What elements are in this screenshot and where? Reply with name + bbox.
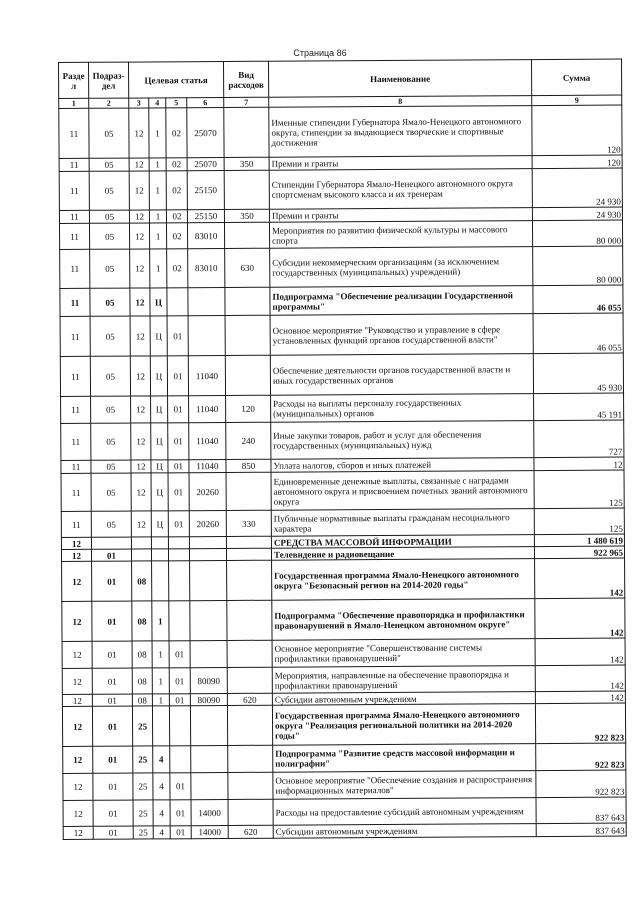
cell-sum: 125 [534, 508, 624, 535]
cell-program: 12 [130, 288, 150, 316]
cell-podrazdel [91, 537, 131, 549]
cell-sum: 45 191 [534, 393, 624, 421]
cell-razdel: 11 [61, 396, 91, 423]
cell-podrazdel: 01 [92, 641, 132, 668]
cell-razdel: 11 [61, 511, 91, 537]
cell-subprogram: 1 [152, 694, 169, 706]
cell-vid-rashodov: 120 [226, 395, 271, 422]
cell-razdel: 12 [62, 706, 92, 746]
cell-subprogram: 4 [153, 800, 170, 826]
cell-sum: 80 000 [532, 220, 622, 247]
cell-podrazdel: 05 [90, 288, 130, 316]
cell-name: Подпрограмма "Обеспечение реализации Государственной программы" [270, 286, 533, 316]
cell-name: Публичные нормативные выплаты гражданам несоциального характера [271, 509, 534, 537]
cell-direction: 80090 [190, 693, 227, 705]
cell-podrazdel: 05 [91, 511, 131, 537]
cell-direction [189, 548, 226, 560]
table-row [61, 508, 624, 537]
cell-sum: 142 [535, 638, 625, 666]
cell-direction: 83010 [188, 248, 225, 287]
header-podrazdel: Подраз- дел [89, 62, 129, 98]
cell-program: 08 [132, 601, 152, 641]
cell-event [169, 561, 190, 601]
cell-program: 12 [129, 171, 149, 210]
cell-direction [190, 560, 227, 600]
cell-vid-rashodov: 630 [225, 248, 270, 287]
cell-direction [190, 705, 227, 745]
cell-event: 02 [166, 108, 187, 158]
table-row [62, 638, 625, 668]
cell-name: Иные закупки товаров, работ и услуг для обеспечения государственных (муниципальных) нужд [271, 421, 534, 460]
table-row [62, 665, 625, 694]
cell-podrazdel: 05 [89, 108, 129, 158]
table-row [62, 558, 625, 601]
cell-program: 08 [132, 694, 152, 706]
cell-name: Телевидение и радиовещание [271, 547, 534, 561]
cell-name: Премии и гранты [269, 208, 532, 223]
cell-direction: 11040 [189, 459, 226, 472]
cell-vid-rashodov [225, 287, 270, 315]
cell-podrazdel: 01 [92, 668, 132, 694]
table-row [61, 470, 624, 511]
cell-sum: 80 000 [533, 246, 623, 286]
table-row [62, 703, 625, 746]
cell-name: Уплата налогов, сборов и иных платежей [271, 458, 534, 473]
cell-event: 01 [167, 316, 188, 356]
cell-subprogram: 1 [149, 171, 166, 210]
cell-subprogram: 4 [153, 826, 170, 839]
cell-event [169, 706, 190, 746]
cell-subprogram: 1 [152, 641, 169, 668]
cell-name: Именные стипендии Губернатора Ямало-Ненецкого автономного округа, стипендии за выдающиеся творческие и спортивные достижения [269, 106, 532, 158]
cell-direction [190, 640, 227, 667]
table-row [61, 420, 624, 460]
cell-vid-rashodov: 850 [226, 459, 271, 472]
cell-name: Стипендии Губернатора Ямало-Ненецкого автономного округа спортсменам высокого класса и их тренерам [269, 169, 532, 210]
cell-podrazdel: 01 [93, 773, 133, 800]
cell-event: 01 [168, 423, 189, 460]
cell-subprogram: Ц [150, 288, 167, 316]
cell-event [168, 537, 189, 549]
cell-vid-rashodov [227, 560, 272, 600]
cell-razdel: 12 [61, 549, 91, 561]
cell-name: Основное мероприятие "Обеспечение создания и распространения информационных материалов" [273, 771, 536, 800]
cell-razdel: 11 [60, 249, 90, 288]
cell-event: 01 [168, 473, 189, 511]
cell-program [131, 537, 151, 549]
cell-subprogram: 1 [150, 249, 167, 288]
table-row [62, 598, 625, 641]
cell-direction [191, 745, 228, 772]
cell-vid-rashodov: 240 [226, 422, 271, 459]
cell-podrazdel: 05 [89, 171, 129, 210]
cell-sum: 120 [532, 105, 622, 156]
cell-event [167, 288, 188, 316]
cell-sum: 142 [535, 691, 625, 704]
header-celevaya-statya: Целевая статья [129, 61, 224, 98]
cell-direction: 11040 [189, 395, 226, 422]
cell-razdel: 12 [63, 800, 93, 826]
cell-program: 25 [133, 773, 153, 800]
cell-razdel: 12 [62, 694, 92, 706]
table-row [59, 168, 622, 210]
cell-program: 12 [129, 210, 149, 223]
cell-subprogram: Ц [151, 423, 168, 460]
cell-podrazdel: 01 [92, 601, 132, 641]
table-row [63, 743, 626, 773]
col-number: 3 [129, 98, 149, 108]
budget-table [58, 59, 627, 840]
cell-direction [190, 600, 227, 640]
cell-podrazdel: 05 [91, 460, 131, 473]
cell-program: 12 [129, 223, 149, 249]
cell-subprogram: Ц [151, 396, 168, 423]
cell-sum: 45 930 [533, 353, 623, 394]
cell-program: 12 [131, 396, 151, 423]
cell-name: Подпрограмма "Обеспечение правопорядка и профилактики правонарушений в Ямало-Ненецком автономном округе" [272, 599, 535, 641]
cell-subprogram: 1 [152, 668, 169, 694]
cell-vid-rashodov: 620 [227, 693, 272, 705]
cell-event: 02 [166, 158, 187, 171]
cell-direction [188, 315, 225, 355]
col-number: 7 [224, 97, 269, 107]
cell-vid-rashodov [228, 745, 273, 772]
cell-direction [188, 287, 225, 315]
cell-program: 12 [130, 249, 150, 288]
cell-vid-rashodov [225, 355, 270, 395]
cell-sum: 837 643 [536, 823, 626, 837]
cell-event [170, 746, 191, 773]
cell-program: 25 [133, 826, 153, 839]
cell-vid-rashodov [226, 536, 271, 548]
cell-sum: 120 [532, 155, 622, 169]
cell-vid-rashodov [226, 472, 271, 510]
cell-name: Государственная программа Ямало-Ненецкого автономного округа "Реализация региональной политики на 2014-2020 годы" [272, 704, 535, 746]
cell-vid-rashodov [225, 315, 270, 355]
cell-direction: 83010 [187, 222, 224, 248]
cell-sum: 837 643 [536, 797, 626, 824]
cell-razdel: 12 [62, 601, 92, 641]
table-row [60, 285, 623, 316]
cell-name: Мероприятия по развитию физической культуры и массового спорта [269, 221, 532, 249]
cell-subprogram: Ц [151, 511, 168, 537]
cell-podrazdel: 05 [89, 223, 129, 249]
cell-name: Подпрограмма "Развитие средств массовой информации и полиграфии" [273, 744, 536, 773]
cell-razdel: 11 [59, 210, 89, 223]
cell-subprogram: Ц [150, 316, 167, 356]
cell-podrazdel: 01 [91, 549, 131, 561]
cell-razdel: 11 [60, 288, 90, 316]
cell-sum: 125 [534, 470, 624, 509]
cell-direction: 80090 [190, 667, 227, 693]
cell-podrazdel: 01 [93, 800, 133, 826]
cell-vid-rashodov [228, 772, 273, 799]
cell-razdel: 12 [62, 668, 92, 694]
cell-razdel: 11 [59, 171, 89, 210]
cell-program: 12 [129, 108, 149, 158]
cell-name: Субсидии автономным учреждениям [272, 692, 535, 706]
cell-subprogram: Ц [151, 460, 168, 473]
col-number: 8 [269, 96, 532, 108]
cell-sum: 922 823 [535, 703, 625, 744]
table-row [59, 220, 622, 249]
cell-program: 08 [132, 641, 152, 668]
cell-name: СРЕДСТВА МАССОВОЙ ИНФОРМАЦИИ [271, 535, 534, 549]
cell-direction: 14000 [191, 799, 228, 825]
cell-program [131, 549, 151, 561]
cell-subprogram: 1 [149, 108, 166, 158]
cell-vid-rashodov [224, 222, 269, 248]
cell-name: Мероприятия, направленные на обеспечение правопорядка и профилактики правонарушений [272, 666, 535, 694]
col-number: 2 [89, 98, 129, 108]
cell-name: Государственная программа Ямало-Ненецкого автономного округа "Безопасный регион на 2014-2020 годы" [272, 559, 535, 601]
cell-direction: 20260 [189, 510, 226, 536]
cell-program: 25 [132, 706, 152, 746]
cell-podrazdel: 05 [89, 210, 129, 223]
cell-program: 12 [131, 473, 151, 511]
table-row [60, 313, 623, 356]
cell-direction: 11040 [189, 422, 226, 459]
col-number: 4 [149, 98, 166, 108]
cell-razdel: 11 [59, 223, 89, 249]
page-number: Страница 86 [293, 48, 347, 58]
cell-subprogram: 4 [153, 746, 170, 773]
cell-sum: 727 [534, 420, 624, 458]
cell-name: Субсидии некоммерческим организациям (за исключением государственных (муниципальных) учреждений) [270, 247, 533, 288]
cell-sum: 12 [534, 457, 624, 471]
cell-program: 12 [131, 423, 151, 460]
cell-subprogram: 1 [152, 601, 169, 641]
cell-subprogram: Ц [151, 473, 168, 511]
budget-table-sheet [58, 59, 626, 840]
cell-podrazdel: 01 [93, 826, 133, 839]
cell-vid-rashodov [228, 799, 273, 825]
cell-vid-rashodov [227, 667, 272, 693]
cell-subprogram: 1 [149, 223, 166, 249]
table-row [63, 823, 626, 839]
cell-podrazdel: 05 [90, 356, 130, 396]
cell-podrazdel: 05 [89, 158, 129, 171]
cell-subprogram: 4 [153, 773, 170, 800]
cell-vid-rashodov [226, 548, 271, 560]
cell-razdel: 12 [62, 561, 92, 601]
cell-direction: 25150 [187, 209, 224, 222]
col-number: 6 [187, 97, 224, 107]
cell-razdel: 11 [60, 356, 90, 396]
cell-program: 25 [133, 800, 153, 826]
cell-event: 02 [166, 223, 187, 249]
cell-razdel: 12 [63, 826, 93, 839]
cell-sum: 46 055 [533, 313, 623, 354]
cell-subprogram: 1 [149, 210, 166, 223]
cell-sum: 24 930 [532, 168, 622, 208]
header-vid-rashodov: Вид расходов [223, 61, 268, 97]
cell-razdel: 11 [60, 316, 90, 356]
table-row [63, 797, 626, 826]
cell-vid-rashodov [224, 170, 269, 209]
cell-name: Основное мероприятие "Руководство и управление в сфере установленных функций органов государственной власти" [270, 314, 533, 356]
header-naimenovanie: Наименование [268, 60, 531, 98]
header-summa: Сумма [531, 59, 621, 96]
cell-event: 01 [169, 694, 190, 706]
cell-program: 08 [132, 561, 152, 601]
cell-event [169, 601, 190, 641]
cell-sum: 24 930 [532, 207, 622, 221]
cell-event: 01 [169, 668, 190, 694]
cell-podrazdel: 01 [92, 561, 132, 601]
cell-event: 01 [168, 460, 189, 473]
cell-event: 01 [167, 356, 188, 396]
table-row [60, 353, 623, 396]
cell-program: 08 [132, 668, 152, 694]
cell-direction: 11040 [188, 355, 225, 395]
table-row [59, 105, 622, 158]
cell-direction: 14000 [191, 825, 228, 838]
cell-name: Расходы на предоставление субсидий автономным учреждениям [273, 798, 536, 826]
cell-razdel: 11 [61, 460, 91, 473]
cell-sum: 46 055 [533, 285, 623, 314]
header-razdel: Разде л [59, 62, 89, 98]
cell-podrazdel: 01 [92, 694, 132, 706]
cell-event: 02 [167, 249, 188, 288]
cell-sum: 142 [535, 665, 625, 692]
cell-razdel: 12 [63, 746, 93, 773]
cell-program: 12 [131, 511, 151, 537]
cell-razdel: 11 [59, 108, 89, 158]
cell-podrazdel: 05 [91, 473, 131, 511]
cell-vid-rashodov: 350 [224, 209, 269, 222]
cell-name: Расходы на выплаты персоналу государственных (муниципальных) органов [271, 394, 534, 423]
cell-razdel: 11 [59, 158, 89, 171]
cell-podrazdel: 05 [91, 423, 131, 460]
cell-razdel: 11 [61, 473, 91, 511]
cell-podrazdel: 05 [90, 316, 130, 356]
cell-event: 01 [169, 641, 190, 668]
cell-sum: 922 823 [536, 770, 626, 798]
cell-podrazdel: 05 [90, 249, 130, 288]
table-row [63, 770, 626, 800]
cell-podrazdel: 01 [93, 746, 133, 773]
cell-name: Субсидии автономным учреждениям [273, 824, 536, 839]
cell-vid-rashodov: 350 [224, 157, 269, 170]
cell-sum: 922 965 [534, 546, 624, 559]
cell-name: Премии и гранты [269, 156, 532, 171]
cell-event: 01 [170, 826, 191, 839]
col-number: 1 [59, 98, 89, 108]
cell-direction: 25150 [187, 170, 224, 209]
cell-razdel: 12 [61, 537, 91, 549]
cell-direction: 20260 [189, 472, 226, 510]
cell-subprogram [151, 537, 168, 549]
cell-direction [189, 536, 226, 548]
cell-name: Обеспечение деятельности органов государственной власти и иных государственных органов [270, 354, 533, 396]
cell-event: 02 [166, 171, 187, 210]
cell-vid-rashodov [227, 705, 272, 745]
cell-podrazdel: 01 [92, 706, 132, 746]
cell-event: 01 [168, 511, 189, 537]
cell-event: 01 [170, 800, 191, 826]
cell-direction: 25070 [187, 157, 224, 170]
cell-program: 25 [133, 746, 153, 773]
col-number: 9 [532, 95, 622, 106]
cell-program: 12 [131, 460, 151, 473]
cell-razdel: 12 [62, 641, 92, 668]
cell-sum: 142 [535, 598, 625, 639]
table-row [60, 246, 623, 288]
cell-vid-rashodov [227, 600, 272, 640]
cell-razdel: 12 [63, 773, 93, 800]
cell-subprogram: 1 [149, 158, 166, 171]
cell-vid-rashodov: 620 [228, 825, 273, 838]
cell-subprogram [152, 706, 169, 746]
cell-sum: 142 [535, 558, 625, 599]
cell-event: 01 [170, 773, 191, 800]
cell-event: 01 [168, 396, 189, 423]
cell-subprogram [152, 561, 169, 601]
cell-sum: 922 823 [536, 743, 626, 771]
cell-event: 02 [166, 210, 187, 223]
cell-event [168, 549, 189, 561]
cell-subprogram: Ц [150, 356, 167, 396]
table-body [59, 105, 626, 839]
cell-direction: 25070 [187, 107, 224, 157]
cell-program: 12 [130, 356, 150, 396]
cell-razdel: 11 [61, 423, 91, 460]
cell-vid-rashodov [227, 640, 272, 667]
cell-vid-rashodov [224, 107, 269, 157]
cell-vid-rashodov: 330 [226, 510, 271, 536]
cell-sum: 1 480 619 [534, 534, 624, 547]
col-number: 5 [166, 98, 187, 108]
table-row [61, 393, 624, 423]
cell-program: 12 [129, 158, 149, 171]
cell-name: Единовременные денежные выплаты, связанные с наградами автономного округа и присвоением почетных званий автономного округа [271, 471, 534, 511]
cell-program: 12 [130, 316, 150, 356]
cell-direction [191, 772, 228, 799]
cell-podrazdel: 05 [91, 396, 131, 423]
cell-subprogram [151, 549, 168, 561]
cell-name: Основное мероприятие "Совершенствование системы профилактики правонарушений" [272, 639, 535, 668]
